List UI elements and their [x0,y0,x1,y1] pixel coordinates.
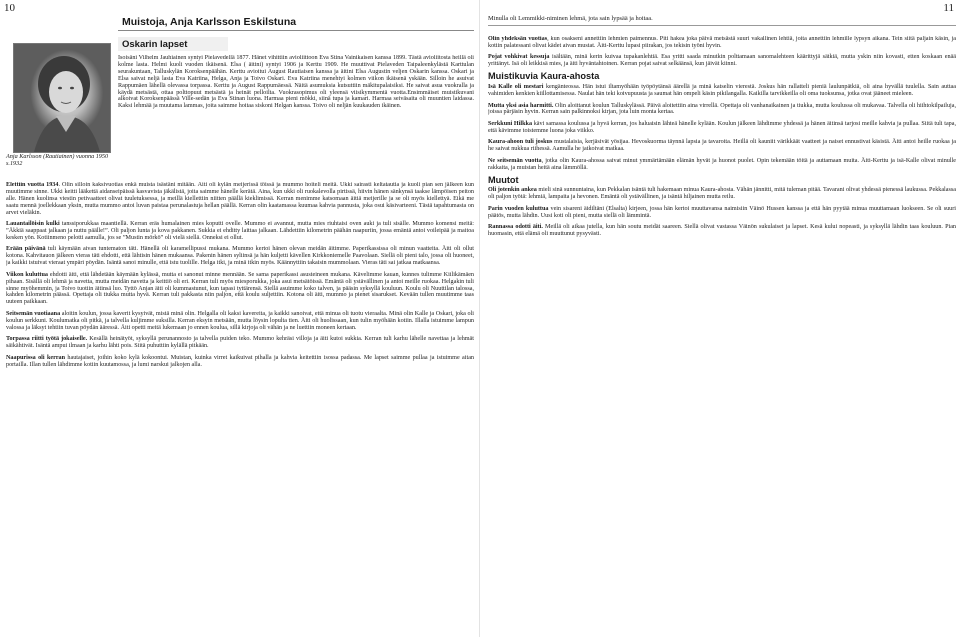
right-paragraph-lead: Olin yhdeksän vuotias [488,36,548,42]
right-column [488,36,956,634]
left-paragraph [6,272,474,307]
section-heading: Oskarin lapset [118,37,228,51]
left-paragraph [6,311,474,332]
right-paragraph [488,158,956,172]
right-paragraph [488,121,956,135]
left-paragraph-lead: Elettiin vuotta 1934 [6,182,59,188]
right-paragraph-text: , jotka olin Kaura-ahossa saivat minut ymmärtämään elämän hyvät ja huonot puolet. Opin tekemään töitä ja auttamaan muita. Äiti-Kerttu ja isä-Kalle olivat minulle rakkaita, ja muistan heitä aina lämmöllä. [488,157,956,171]
right-paragraph-text: , kun osakseni annettiin lehmien paimennus. Piti hakea joka päivä metsästä suuri vakallinen lehtiä, joita annettiin lehmille lypsyn aikana. Tein siitä paljain käsin, ja kotiin palatessani olivat kädet aivan mustat. Äiti-Kerttu lupasi piirakan, jos tekisin työni hyvin. [488,36,956,49]
title-rule [118,30,474,31]
left-paragraph-lead: Lauantailöisin kulki [6,221,60,228]
right-paragraph-lead: Oli jotenkin ankea [488,187,537,194]
right-paragraph-text: mieli sinä sunnuntaina, kun Pekkalan isäntä tuli hakemaan minua Kaura-ahosta. Vähän jännitti, mitä tuleman pitää. Tavarani olivat yhdessä pienessä laukussa. Pekkalassa oli paljon työtä: lehmiä, lampaita ja hevonen. Emäntä oli ystävällinen, ja isäntä hiljainen mutta reilu. [488,187,956,201]
right-paragraph [488,139,956,153]
right-paragraph-text: vein sisareni äidiltäni (Elsalta) kirjeen, jossa hän kertoi muuttavansa naimisiin Väinö Hussen kanssa ja että hän pyytää minua muuttamaan luokseen. Se oli suuri päätös, mutta lähdin. Uusi koti oli pieni, mutta siellä oli lämmintä. [488,205,956,219]
left-paragraph-lead: Viikon kuluttua [6,271,48,278]
right-paragraph-lead: Kaura-ahoon tuli joskus [488,139,553,146]
left-paragraph-text: tanssiporukkaa maantiellä. Kerran eräs humalainen mies koputti ovelle. Mummo ei avannut, mutta mies riuhtaisi oven auki ja tuli sisälle. Mummo komensi meitä: ”Äkkiä saappaat jalkaan ja nuttu päälle!”. Oli paljon lunta ja kova pakkanen. Sukkia ei ehditty laittaa jalkaan. Lähdettiin kilometrin päähän naapuriin, jossa emäntä antoi voileipää ja maitoa kesken yön. Kotiinmeno pelotti aamulla, jos se ”Mustin mörkö” oli vielä siellä. Onneksi ei ollut. [6,221,474,241]
lead-column [118,55,474,182]
right-paragraph [488,187,956,201]
right-top-line: Minulla oli Lemmikki-niminen lehmä, jota sain lypsää ja hoitaa. [488,16,956,26]
right-paragraph-lead: Ne seitsemän vuotta [488,157,542,164]
right-paragraph-lead: Parin vuoden kuluttua [488,205,549,212]
right-paragraph [488,84,956,98]
left-paragraph-text: tuli käymään aivan tuntematon täti. Hänellä oli karamellipussi mukana. Mummo kertoi hänen olevan meidän äitimme. Paperikassissa oli minun vaatteita. Äiti oli ollut kotona. Kahvitauon jälkeen vieras täti ehdotti, että lähtisin hänen mukaansa. Pakenin hänen syliinsä ja hän kuljetti kävellen Kirkkoniemelle Paavolaan. Siellä oli pieni talo, jossa oli huoneet, ja kaikki istuivat vieraat ympäri pöydän. Isäntä sanoi minulle, että istu tuolille. Helga itki, ja minä itkin myös. Käännyttiin takaisin mummolaan. Vieras täti sai jatkaa matkaansa. [6,246,474,267]
right-paragraph-lead: Pojat vohkivat kessuja [488,54,550,61]
left-paragraph-text: Kesällä heinätyöt, syksyllä perunannosto ja talvella puiden teko. Mummo kehräsi villoja ja äiti kutoi sukkia. Kerran tuli karhu lähelle navettaa ja lehmät säikähtivät. Isäntä ampui ilmaan ja karhu lähti pois. Siitä puhuttiin kylällä pitkään. [6,336,474,350]
right-paragraph-text: isältään, minä kerin kuivaa tupakanlehtiä. Esa yritti saada minutkin polttamaan sanomalehteen käärittyjä sätkiä, mutta yskin niin kovasti, etten koskaan enää yrittänyt. Isä oli leikkisä mies, ja äiti hyväntahtoinen. Kerran pojat saivat selkäänsä, kun jäivät kiinni. [488,54,956,68]
right-paragraph [488,206,956,220]
right-paragraph-lead: Rannassa odotti äiti. [488,224,543,231]
page-number-left: 10 [4,2,15,14]
article-title: Muistoja, Anja Karlsson Eskilstuna [122,16,297,28]
right-paragraph-text: Meillä oli aikaa jutella, kun hän soutu meidät saareen. Siellä olivat vastassa Väinön sukulaiset ja lapset. Kesä kului nopeasti, ja syksyllä lähdin taas kouluun. Pian huomasin, että elämä oli muuttunut pysyvästi. [488,224,956,238]
left-paragraph-text: ehdotti äiti, että lähdetään käymään kylässä, mutta ei sanonut minne mennään. Se sama paperikassi asusteineen mukana. Kävelimme kauan, kunnes tulimme Kiilikämäen pihaan. Sisällä oli lehmä ja navetta, mutta meidän navetta ja keittiö oli eri. Kerran tuli myös miesporukka, joka asui metsätöissä. Emäntä oli ystävällinen ja antoi meille ruokaa. Helgakin tuli sinne myöhemmin, ja Toivo tuotiin äitinsä luo. Tyttö Anjan äiti oli kummastunut, kun tapasi tyttärensä. Siellä asuimme koko talven, ja pääsin syksyllä kouluun. Koulu oli Nuuttilan talossa, kahden kilometrin päässä. Opettaja oli tiukka mutta hyvä. Kerran tuli pakkasta niin paljon, että koulu suljettiin. Kotona oli äiti, mummo ja pienet sisarukset. Kevään tullen muutimme taas uuteen paikkaan. [6,271,474,306]
left-paragraph-lead: Seitsemän vuotiaana [6,310,61,317]
right-paragraph-text: Olin aloittanut koulun Talluskylässä. Päivä aloitettiin aina virrellä. Opettaja oli vanhanaikainen ja tiukka, mutta koulussa oli mukavaa. Talvella oli hiihtokilpailuja, joissa pärjäsin hyvin. Kerran sain palkinnoksi kirjan, jota luin monta kertaa. [488,102,956,116]
portrait-photo [13,43,111,153]
right-paragraph [488,103,956,117]
left-paragraph-lead: Torpassa riitti työtä jokaiselle. [6,336,88,343]
right-paragraph-lead: Serkkuni Hilkka [488,120,533,127]
left-paragraph-lead: Naapurissa oli kerran [6,354,66,361]
right-paragraph [488,224,956,238]
left-page [0,0,476,637]
section-heading: Muutot [488,174,519,185]
left-paragraph [6,246,474,267]
right-paragraph-lead: Mutta yksi asia harmitti. [488,102,554,109]
lead-paragraph: Isoisäni Vilhelm Jauhiainen syntyi Pielavedellä 1877. Hänet vihittiin avioliittoon Eva Stina Vainikaisen kanssa 1899. Tästä avioliitosta heillä oli kolme lasta. Helmi kuoli vuoden ikäisenä. Elsa ( äitini) syntyi 1906 ja Kerttu 1909. He muuttivat Pielaveden Taipaleenkylästä Karttulan seurakuntaan, Talluskylän Koroksenpäähän. Kerttu avioitui August Rautiaisen kanssa ja äitini Elsa Augustin veljen Oskarin kanssa. Oskari ja Elsa saivat neljä lasta Eva Katriina, Helga, Anja ja Toivo Oskari. Eva Katriina menehtyi kolmen viikon ikäisenä yskään. Silloin he asuivat Rappumäen lähellä olevassa torpassa. Kerttu ja August Rappumäessä. Näitä asumuksia kutsuttiin mäkitupalaisiksi. He saivat asua vuokralla ja käydä metsästä, ottaa polttopuut metsästä ja heinät pelloilta. Vuokrasopimus oli yleensä viisikymmentä vuotta.Ensimmäiset muistikuvani alkoivat Koroksenpäässä Ville-sedän ja Eva Stinan luona. Harmaa pieni mökki, siinä tupa ja kamari. Harmaa seiväsaita oli muuntien laidassa. Kaksi lehmää ja muutama lammas, joita saimme hoitaa siskoni Helgan kanssa. Toivo oli neljän kuukauden ikäinen. [118,55,474,110]
left-paragraph [6,182,474,217]
portrait-image [14,44,110,152]
page-gutter [479,0,480,637]
right-paragraph-text: kengänteossa. Hän istui iltamyöhään työpöytänsä äärellä ja minä katselin vierestä. Joskus hän rallatteli pieniä laulunpätkiä, oli aina hyvällä tuulella. Sain auttaa vahimiden kenkien kiillottamisessa. Naulat hän teki koivupuusta ja saumat hän ompeli käsin pikilangalla. Kaikilla tarvikkeilla oli oma tuoksunsa, jotka ovat jääneet mieleen. [488,84,956,98]
page-number-right: 11 [943,2,954,14]
left-paragraph [6,336,474,350]
right-page [484,0,960,637]
photo-caption: Anja Karlsson (Rautiainen) vuonna 1950 s.1932 [6,153,109,167]
left-paragraph [6,221,474,242]
main-column [6,182,474,634]
right-paragraph [488,54,956,68]
left-paragraph-text: . Olin silloin kaksivuotias enkä muista isästäni mitään. Äiti oli kylän meijerissä töissä ja mummo hoiteli meitä. Ukki sairasti keltatautia ja kuoli pian sen jälkeen kun muutimme sinne. Ukki keitti lääkettä aidanseipäissä kasvavista jäkälistä, joita saimme hänelle kerätä. Aina, kun ukki oli ruokalevolla pirtissä, hiivin hänen sänkynsä taakse lämpöisen peiton alle. Hänen kuolinsa viestin petivaatteet olivat tuuletuksessa, ja meillä kiellettiin niitten päällä kieklimissä. Kerran menimme katsomaan äitiä meijerille ja se oli myös kiellettyä. Eikä me saatu mennä joellekkaan yksin, mutta mummo antoi luvan paistaa perunalastuja hellan päällä. Kerran olin kaatamassa kuumaa kahvia pannusta, joka osui käsivarteeni. Tästä tapahtumasta on arvet vieläkin. [6,182,474,216]
left-paragraph [6,355,474,369]
right-paragraph [488,36,956,50]
left-paragraph-text: hautajaiset, joihin koko kylä kokoontui. Muistan, kuinka virret kaikuivat pihalla ja kahvia keitettiin isossa padassa. Me lapset saimme pullaa ja istuimme aitan portailla. Illan tullen lähdimme kotiin kuutamossa, ja lumi narskui jalkojen alla. [6,354,474,368]
right-paragraph-text: mustalaisia, kerjäsivät yösijaa. Hevoskuorma täynnä lapsia ja tavaroita. Heillä oli kauniit värikkäät vaatteet ja naiset ennustivat käsistä. Äiti antoi heille ruokaa ja he saivat nukkua riihessä. Aamulla he jatkoivat matkaa. [488,139,956,153]
right-paragraph-lead: Isä Kalle oli mestari [488,84,544,91]
left-paragraph-lead: Erään päivänä [6,246,46,253]
section-heading: Muistikuvia Kaura-ahosta [488,71,600,82]
right-paragraph-text: kävi samassa koulussa ja hyvä kerran, jos haluaisin lähteä hänelle kylään. Koulun jälkeen lähdimme yhdessä ja hänen äitinsä tarjosi meille kahvia ja pullaa. Siitä tuli tapa, että kävimme toistemme luona joka viikko. [488,120,956,134]
left-paragraph-text: aloitin koulun, jossa kaverit kysyivät, mistä minä olin. Helgalla oli kaksi kavereita, ja kaikki sanoivat, että minua oli tuotu vieraalta. Minä olin Kalle ja Oskari, joka oli koulun serkkuni. Koulumatka oli pitkä, ja talvella kuljimme suksilla. Kerran eksyin metsään, mutta löysin lopulta tien. Äiti oli huolissaan, kun tulin myöhään kotiin. Illalla istuimme lampun valossa ja läksyt tehtiin tuvan pöydän ääressä. Äiti opetti meitä lukemaan jo ennen koulua, sillä kirjoja oli vähän ja ne luettiin moneen kertaan. [6,310,474,331]
